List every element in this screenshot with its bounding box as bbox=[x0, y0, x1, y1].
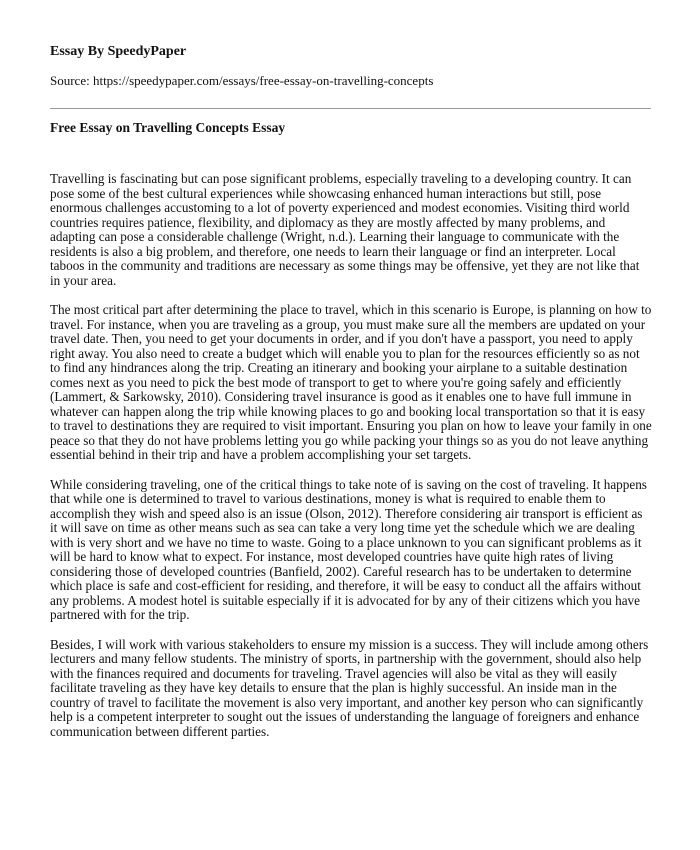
paragraph-4: Besides, I will work with various stakeholders to ensure my mission is a success. They will include among others lecturers and many fellow students. The ministry of sports, in partnership with the government, should also help with the finances required and documents for traveling. Travel agencies will also be vital as they will easily facilitate traveling as they have key details to ensure that the plan is highly successful. An inside man in the country of travel to facilitate the movement is also very important, and another key person who can significantly help is a competent interpreter to sought out the issues of understanding the language of foreigners and enhance communication between different parties. bbox=[50, 636, 649, 739]
paragraph-2: The most critical part after determining the place to travel, which in this scenario is Europe, is planning on how to travel. For instance, when you are traveling as a group, you must make sure all the members are updated on your travel date. Then, you need to get your documents in order, and if you don't have a passport, you need to apply right away. You also need to create a budget which will enable you to plan for the resources efficiently so as not to find any hindrances along the trip. Creating an itinerary and booking your airplane to a suitable destination comes next as you need to pick the best mode of transport to get to where you're going safely and efficiently (Lammert, & Sarkowsky, 2010). Considering travel insurance is good as it enables one to have full immune in whatever can happen along the trip while knowing places to go and booking local transportation so that it is easy to travel to destinations they are required to visit important. Ensuring you plan on how to leave your family in one peace so that they do not have problems letting you go while packing your things so as you do not leave anything essential behind in their trip and have a problem accomplishing your set targets. bbox=[50, 302, 652, 462]
header-divider bbox=[50, 108, 651, 109]
essay-body bbox=[50, 172, 652, 754]
paragraph-1: Travelling is fascinating but can pose significant problems, especially traveling to a developing country. It can pose some of the best cultural experiences while showcasing enhanced human interactions but still, pose enormous challenges accustoming to a lot of poverty experienced and modest economies. Visiting third world countries requires patience, flexibility, and diplomacy as they are mostly affected by many problems, and adapting can pose a considerable challenge (Wright, n.d.). Learning their language to communicate with the residents is also a big problem, and therefore, one needs to learn their language or find an interpreter. Local taboos in the community and traditions are necessary as some things may be offensive, yet they are not like that in your area. bbox=[50, 171, 640, 288]
paragraph-3: While considering traveling, one of the critical things to take note of is saving on the cost of traveling. It happens that while one is determined to travel to various destinations, money is what is required to enable them to accomplish they wish and speed also is an issue (Olson, 2012). Therefore considering air transport is efficient as it will save on time as other means such as sea can take a very long time yet the schedule which we are dealing with is very short and we have no time to waste. Going to a place unknown to you can significant problems as it will be hard to know what to expect. For instance, most developed countries have quite high rates of living considering those of developed countries (Banfield, 2002). Careful research has to be undertaken to determine which place is safe and cost-efficient for residing, and therefore, it will be easy to conduct all the affairs without any problems. A modest hotel is suitable especially if it is advocated for by any of their citizens which you have partnered with for the trip. bbox=[50, 476, 647, 622]
source-line: Source: https://speedypaper.com/essays/free-essay-on-travelling-concepts bbox=[50, 73, 434, 88]
essay-title: Free Essay on Travelling Concepts Essay bbox=[50, 120, 286, 135]
document-header-title: Essay By SpeedyPaper bbox=[50, 44, 187, 59]
